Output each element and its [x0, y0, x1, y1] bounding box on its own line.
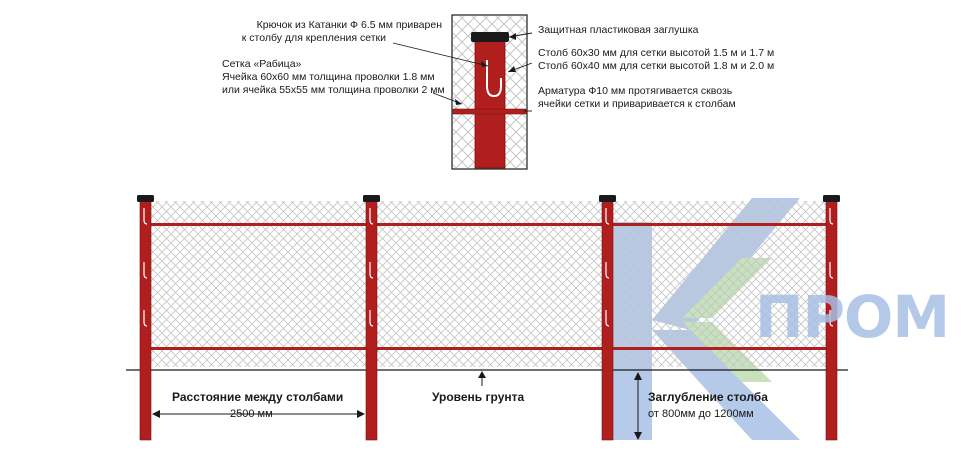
detail-post	[475, 38, 505, 168]
post-label-line1: Столб 60х30 мм для сетки высотой 1.5 м и 1.7 м	[538, 47, 775, 59]
mesh-label-line2: или ячейка 55х55 мм толщина проволки 2 мм	[222, 84, 445, 96]
watermark-text: ПРОМ	[755, 283, 950, 351]
detail-rebar	[453, 109, 526, 114]
cap-label: Защитная пластиковая заглушка	[538, 24, 699, 36]
depth-title: Заглубление столба	[648, 390, 768, 404]
depth-value: от 800мм до 1200мм	[648, 408, 754, 420]
mesh-label-line1: Ячейка 60х60 мм толщина проволки 1.8 мм	[222, 71, 435, 83]
distance-value: 2500 мм	[230, 408, 273, 420]
ground-arrow	[478, 371, 486, 386]
bottom-rebar	[146, 347, 832, 350]
mesh-label-title: Сетка «Рабица»	[222, 58, 302, 70]
detail-cap	[471, 32, 509, 42]
hook-label-line1: Крючок из Катанки Ф 6.5 мм приварен	[256, 19, 442, 31]
top-rebar	[146, 223, 832, 226]
hook-label-line2: к столбу для крепления сетки	[241, 32, 386, 44]
post-label-line2: Столб 60х40 мм для сетки высотой 1.8 м и 2.0 м	[538, 60, 775, 72]
rebar-label-line2: ячейки сетки и приваривается к столбам	[538, 98, 736, 110]
distance-title: Расстояние между столбами	[172, 390, 344, 404]
rebar-label-line1: Арматура Ф10 мм протягивается сквозь	[538, 85, 733, 97]
ground-title: Уровень грунта	[432, 390, 525, 404]
